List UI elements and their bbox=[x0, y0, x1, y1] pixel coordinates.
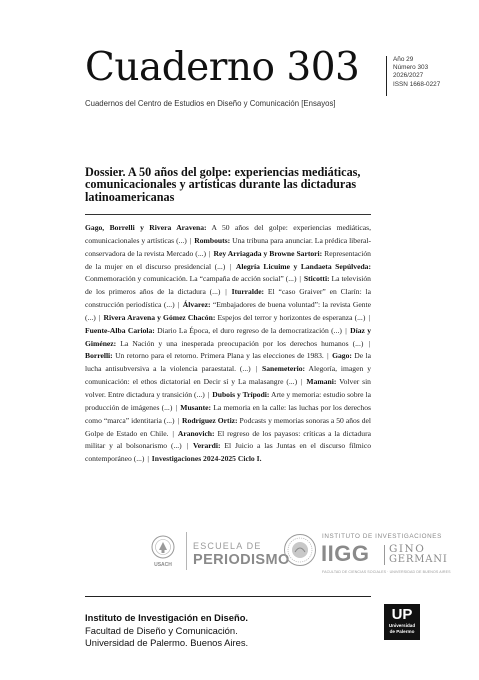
iigg-footer: FACULTAD DE CIENCIAS SOCIALES · UNIVERSIDAD DE BUENOS AIRES bbox=[322, 570, 451, 574]
logo-divider bbox=[186, 532, 187, 570]
toc-separator: | bbox=[145, 454, 151, 464]
bottom-rule bbox=[85, 596, 371, 597]
toc-author: Alegría Licuime y Landaeta Sepúlveda: bbox=[235, 261, 371, 271]
dossier-title: Dossier. A 50 años del golpe: experiencias mediáticas, comunicacionales y artísticas durante las dictaduras latinoamericanas bbox=[85, 165, 361, 204]
toc-author: Verardi: bbox=[192, 441, 221, 451]
journal-subtitle: Cuadernos del Centro de Estudios en Diseño y Comunicación [Ensayos] bbox=[85, 99, 336, 108]
iigg-header: INSTITUTO DE INVESTIGACIONES bbox=[322, 533, 442, 540]
issue-issn: ISSN 1668-0227 bbox=[393, 80, 441, 88]
table-of-contents bbox=[85, 222, 371, 466]
toc-title: La televisión de los primeros años de la dictadura (...) bbox=[85, 274, 371, 297]
dossier-rule bbox=[85, 214, 371, 215]
meta-divider bbox=[386, 56, 387, 96]
toc-title: A 50 años del golpe: experiencias mediáticas, comunicacionales y artísticas (...) bbox=[85, 223, 371, 245]
toc-title: Alegoría, imagen y comunicación: el ethos dictatorial en Decir sí y La malasangre (...) bbox=[85, 364, 371, 387]
toc-author: Fuente-Alba Cariola: bbox=[85, 325, 155, 335]
germani-label: GERMANI bbox=[389, 554, 448, 565]
toc-separator: | bbox=[364, 338, 370, 348]
toc-title: Conmemoración y comunicación. La “campaña de acción social” (...) bbox=[85, 274, 297, 284]
toc-separator: | bbox=[207, 248, 213, 258]
toc-separator: | bbox=[205, 389, 212, 399]
iigg-seal-icon bbox=[283, 533, 317, 567]
toc-author: Gago, Borrelli y Rivera Aravena: bbox=[85, 223, 207, 232]
institute-block bbox=[85, 612, 248, 650]
gino-label: GINO bbox=[389, 543, 426, 555]
toc-author: Mamani: bbox=[306, 377, 337, 387]
toc-separator: | bbox=[251, 364, 262, 374]
escuela-label: ESCUELA DE bbox=[193, 541, 262, 551]
toc-closing: Investigaciones 2024-2025 Ciclo I. bbox=[151, 454, 262, 464]
toc-author: Álvarez: bbox=[182, 300, 211, 310]
toc-separator: | bbox=[342, 325, 350, 335]
toc-separator: | bbox=[175, 300, 182, 310]
toc-separator: | bbox=[324, 351, 332, 361]
toc-separator: | bbox=[298, 377, 306, 387]
up-mark: UP bbox=[391, 606, 413, 623]
toc-author: Díaz y Giménez: bbox=[85, 325, 371, 348]
toc-title: Arte y memoria: estudio sobre la producción de imágenes (...) bbox=[85, 389, 371, 412]
toc-title: El “caso Graiver” en Clarín: la construcción periodística (...) bbox=[85, 287, 371, 310]
toc-author: Musante: bbox=[180, 402, 212, 412]
toc-separator: | bbox=[187, 235, 194, 245]
toc-author: Aranovich: bbox=[177, 428, 215, 438]
toc-separator: | bbox=[175, 415, 182, 425]
toc-author: Rodríguez Ortiz: bbox=[182, 415, 238, 425]
toc-title: El Juicio a las Juntas en el discurso fílmico contemporáneo (...) bbox=[85, 441, 371, 464]
toc-title: La memoria en la calle: las luchas por los derechos como “marca” identitaria (...) bbox=[85, 402, 371, 425]
toc-title: Diario La Época, el duro regreso de la democratización (...) bbox=[154, 325, 342, 335]
issue-meta bbox=[393, 56, 440, 89]
toc-author: Gago: bbox=[332, 351, 352, 361]
issue-number: Número 303 bbox=[393, 64, 429, 72]
toc-title: La Nación y una inesperada preocupación por los derechos humanos (...) bbox=[116, 338, 364, 348]
toc-author: Rivera Aravena y Gómez Chacón: bbox=[103, 312, 216, 322]
toc-author: Iturralde: bbox=[231, 287, 265, 297]
toc-title: “Embajadores de buena voluntad”: la revista Gente (...) bbox=[85, 300, 371, 322]
toc-title: Espejos del terror y horizontes de esperanza (...) bbox=[215, 312, 366, 322]
toc-title: Representación de la mujer en el discurso presidencial (...) bbox=[85, 248, 371, 271]
up-logo-icon bbox=[384, 604, 420, 640]
toc-title: Una tribuna para anunciar. La prédica liberal-conservadora de la revista Mercado (...) bbox=[85, 235, 371, 258]
toc-separator: | bbox=[297, 274, 303, 284]
toc-author: Sticotti: bbox=[303, 274, 330, 284]
toc-separator: | bbox=[366, 312, 370, 322]
toc-author: Sanemeterio: bbox=[262, 364, 306, 374]
toc-separator: | bbox=[182, 441, 192, 451]
toc-author: Borrelli: bbox=[85, 351, 113, 361]
toc-separator: | bbox=[169, 428, 177, 438]
usach-logo-icon bbox=[145, 533, 181, 569]
periodismo-label: PERIODISMO bbox=[193, 552, 290, 568]
gino-divider bbox=[384, 545, 385, 565]
iigg-wordmark: IIGG bbox=[321, 541, 370, 566]
toc-separator: | bbox=[96, 312, 103, 322]
usach-label: USACH bbox=[154, 562, 172, 568]
toc-title: Un retorno para el retorno. Primera Plana y las elecciones de 1983. bbox=[112, 351, 324, 361]
up-name-line1: Universidad bbox=[388, 623, 416, 628]
toc-author: Dubois y Trípodi: bbox=[212, 389, 270, 399]
university-name: Universidad de Palermo. Buenos Aires. bbox=[85, 637, 249, 648]
toc-title: Podcasts y memorias sonoras a 50 años del Golpe de Estado en Chile. bbox=[85, 415, 371, 438]
toc-separator: | bbox=[226, 261, 235, 271]
toc-author: Rombouts: bbox=[194, 235, 231, 245]
issue-year: Año 29 bbox=[393, 56, 414, 63]
toc-separator: | bbox=[173, 402, 180, 412]
toc-title: Volver sin volver. Entre dictadura y transición (...) bbox=[85, 377, 371, 399]
journal-title: Cuaderno 303 bbox=[85, 45, 360, 90]
up-name-line2: de Palermo bbox=[389, 629, 415, 634]
institute-name: Instituto de Investigación en Diseño. bbox=[85, 612, 249, 623]
faculty-name: Facultad de Diseño y Comunicación. bbox=[85, 624, 238, 636]
issue-period: 2026/2027 bbox=[393, 72, 424, 80]
toc-title: El regreso de los payasos: críticas a la dictadura militar y al bolsonarismo (...) bbox=[85, 428, 371, 451]
toc-separator: | bbox=[221, 287, 231, 297]
toc-title: De la lucha antisubversiva a la violencia paraestatal. (...) bbox=[85, 351, 371, 374]
toc-author: Rey Arriagada y Browne Sartori: bbox=[213, 248, 323, 258]
